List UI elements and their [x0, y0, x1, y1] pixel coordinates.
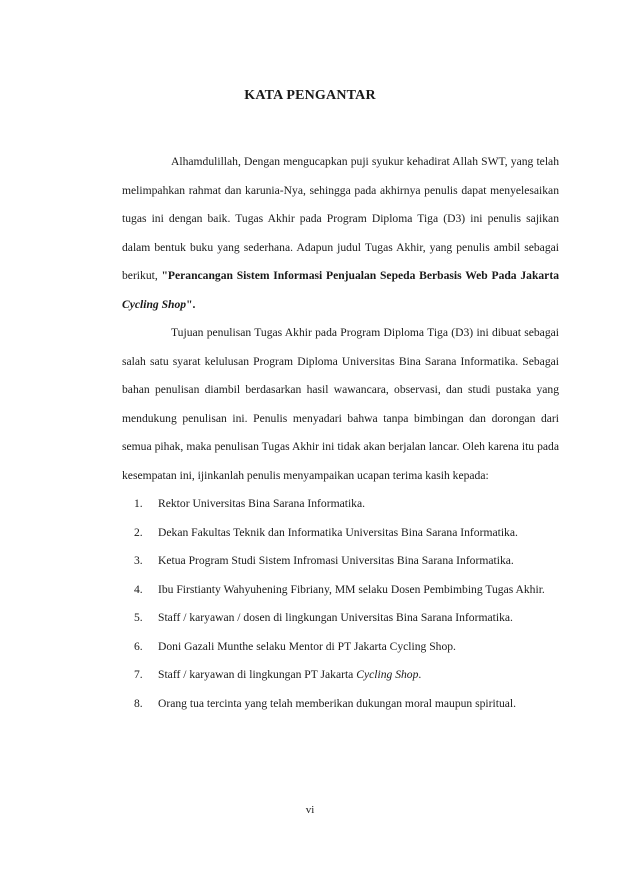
list-item: [122, 661, 559, 690]
list-text: Staff / karyawan / dosen di lingkungan Universitas Bina Sarana Informatika.: [158, 611, 513, 624]
list-number: 1.: [134, 497, 143, 510]
list-number: 3.: [134, 554, 143, 567]
list-text-suffix: .: [418, 668, 422, 681]
acknowledgement-list: [122, 490, 559, 718]
list-number: 6.: [134, 639, 143, 653]
list-text: Doni Gazali Munthe selaku Mentor di PT Jakarta Cycling Shop.: [158, 639, 456, 653]
quote-close: ".: [186, 297, 196, 311]
list-number: 2.: [134, 525, 143, 539]
list-text-prefix: Staff / karyawan di lingkungan PT Jakarta: [158, 668, 357, 681]
document-body: [122, 148, 559, 718]
list-number: 4.: [134, 582, 143, 596]
list-text: Rektor Universitas Bina Sarana Informatika.: [158, 497, 366, 510]
list-text: Dekan Fakultas Teknik dan Informatika Universitas Bina Sarana Informatika.: [158, 525, 518, 539]
list-number: 5.: [134, 611, 143, 624]
list-item: [122, 490, 559, 519]
intro-paragraph: [122, 148, 559, 319]
thesis-title-italic: Cycling Shop: [122, 297, 187, 311]
list-text: Orang tua tercinta yang telah memberikan dukungan moral maupun spiritual.: [158, 696, 517, 710]
quote-open: ": [161, 269, 168, 282]
page-number: vi: [305, 804, 315, 816]
list-item: [122, 690, 559, 719]
intro-text: Alhamdulillah, Dengan mengucapkan puji syukur kehadirat Allah SWT, yang telah melimpahkan rahmat dan karunia-Nya, sehingga pada akhirnya penulis dapat menyelesaikan tugas ini dengan baik. Tugas Akhir pada Program Diploma Tiga (D3) ini penulis sajikan dalam bentuk buku yang sederhana. Adapun judul Tugas Akhir, yang penulis ambil sebagai berikut,: [122, 155, 559, 282]
list-number: 7.: [134, 668, 143, 681]
thesis-title-main: Perancangan Sistem Informasi Penjualan Sepeda Berbasis Web Pada Jakarta: [167, 269, 559, 282]
page-title: KATA PENGANTAR: [244, 88, 376, 103]
purpose-paragraph: Tujuan penulisan Tugas Akhir pada Program Diploma Tiga (D3) ini dibuat sebagai salah satu syarat kelulusan Program Diploma Universitas Bina Sarana Informatika. Sebagai bahan penulisan diambil berdasarkan hasil wawancara, observasi, dan studi pustaka yang mendukung penulisan ini. Penulis menyadari bahwa tanpa bimbingan dan dorongan dari semua pihak, maka penulisan Tugas Akhir ini tidak akan berjalan lancar. Oleh karena itu pada kesempatan ini, ijinkanlah penulis menyampaikan ucapan terima kasih kepada:: [122, 326, 559, 482]
list-text-italic: Cycling Shop: [356, 668, 419, 681]
list-text: [158, 661, 559, 690]
list-item: [122, 519, 559, 548]
thesis-title: [122, 269, 559, 311]
list-text: Ketua Program Studi Sistem Infromasi Universitas Bina Sarana Informatika.: [158, 554, 514, 567]
list-item: [122, 547, 559, 576]
list-item: [122, 633, 559, 662]
list-text: Ibu Firstianty Wahyuhening Fibriany, MM selaku Dosen Pembimbing Tugas Akhir.: [158, 582, 545, 596]
list-number: 8.: [134, 696, 143, 710]
list-item: [122, 604, 559, 633]
list-item: [122, 576, 559, 605]
